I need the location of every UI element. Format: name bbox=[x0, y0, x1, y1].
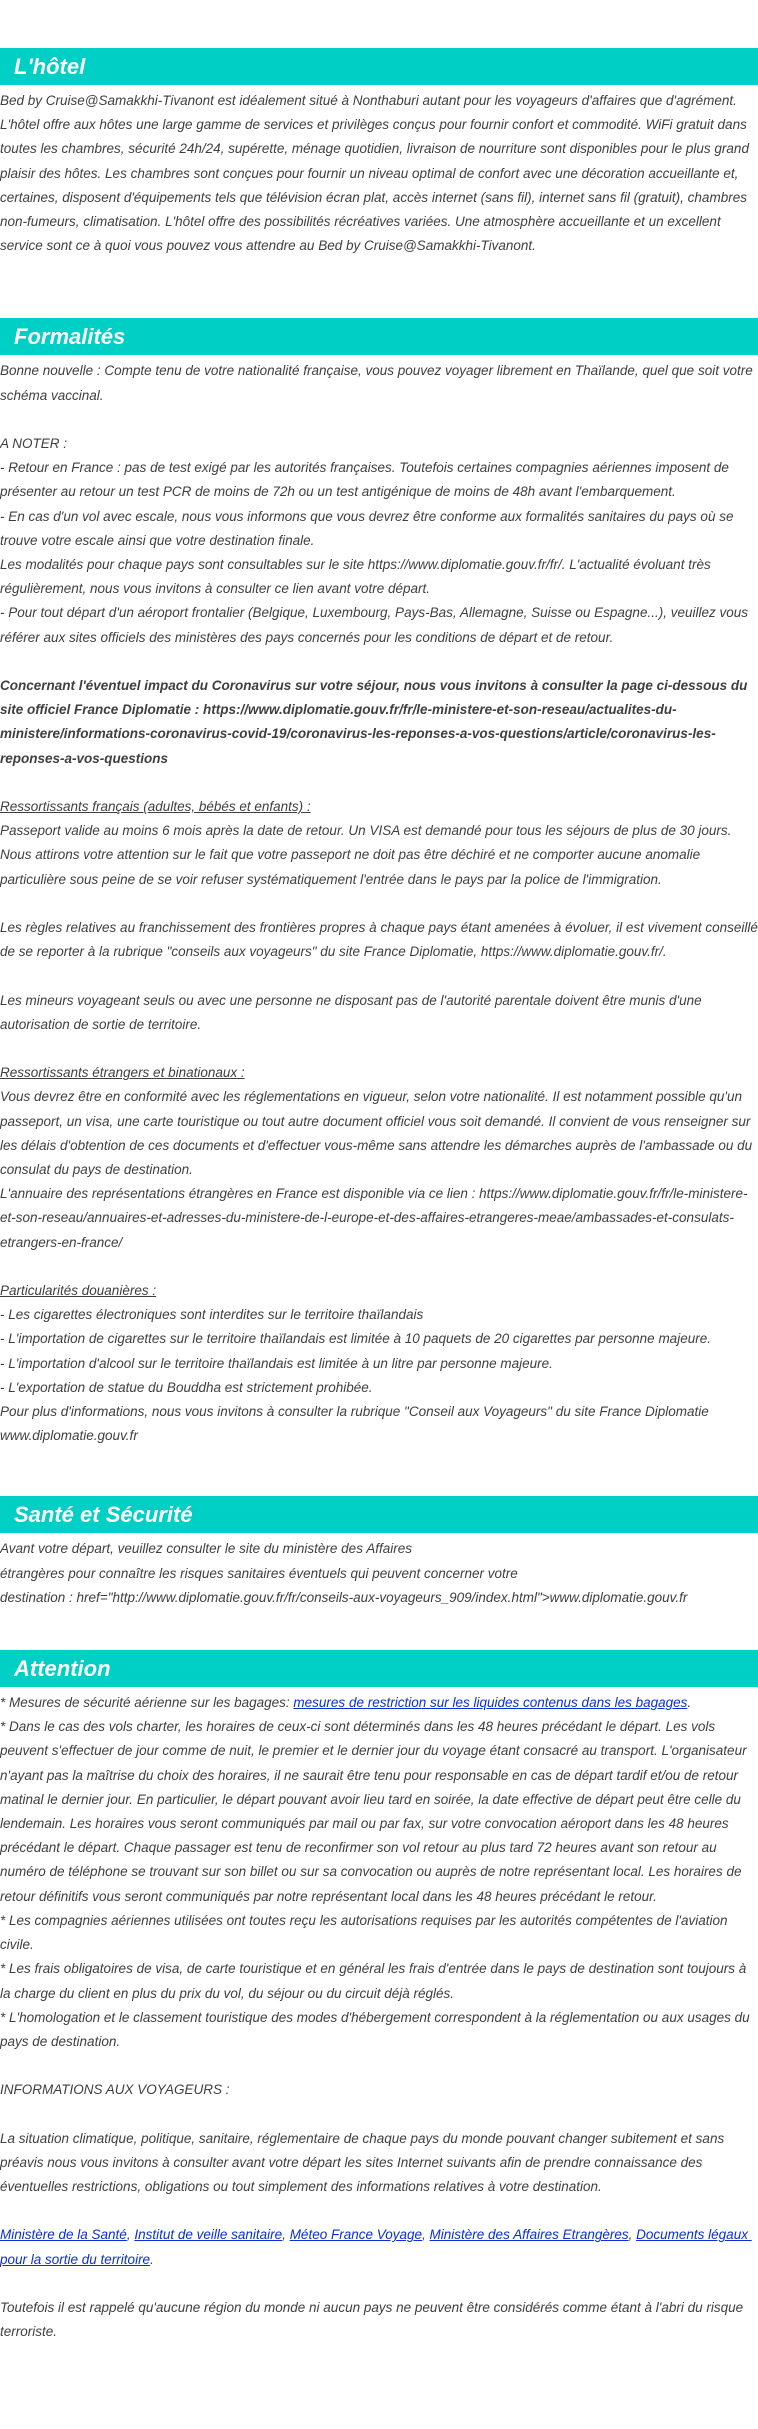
meteo-france-link[interactable]: Méteo France Voyage bbox=[289, 2227, 423, 2243]
sante-ministry-link[interactable]: Ministère de la Santé bbox=[0, 2227, 127, 2243]
formalites-heading: Formalités bbox=[0, 318, 758, 355]
regles-frontieres: Les règles relatives au franchissement des frontières propres à chaque pays étant amenées à évoluer, il est vivement conseillé de se reporter à la rubrique "conseils aux voyageurs" du site France Diplomatie, https://www.diplomatie.gouv.fr/. bbox=[0, 920, 758, 960]
compagnies-aeriennes: * Les compagnies aériennes utilisées ont toutes reçu les autorisations requises par les autorités compétentes de l'aviation civile. bbox=[0, 1912, 732, 1953]
homologation: * L'homologation et le classement touristique des modes d'hébergement correspondent à la réglementation ou aux usages du pays de destination. bbox=[0, 2009, 754, 2049]
sante-line: Avant votre départ, veuillez consulter le site du ministère des Affaires bbox=[0, 1541, 412, 1557]
douane-item: - L'importation d'alcool sur le territoire thaïlandais est limitée à un litre par personne majeure. bbox=[0, 1355, 553, 1371]
douane-more-info: Pour plus d'informations, nous vous invitons à consulter la rubrique "Conseil aux Voyageurs" du site France Diplomatie www.diplomatie.gouv.fr bbox=[0, 1404, 713, 1444]
douane-item: - L'importation de cigarettes sur le territoire thaïlandais est limitée à 10 paquets de 20 cigarettes par personne majeure. bbox=[0, 1331, 711, 1347]
attention-section bbox=[0, 1650, 758, 2344]
affaires-etrangeres-link[interactable]: Ministère des Affaires Etrangères bbox=[429, 2227, 629, 2243]
mineurs-notice: Les mineurs voyageant seuls ou avec une personne ne disposant pas de l'autorité parentale doivent être munis d'une autorisation de sortie de territoire. bbox=[0, 992, 706, 1032]
ressortissants-etrangers-heading: Ressortissants étrangers et binationaux : bbox=[0, 1065, 245, 1081]
note-retour-france: - Retour en France : pas de test exigé par les autorités françaises. Toutefois certaines compagnies aériennes imposent de présenter au retour un test PCR de moins de 72h ou un test antigénique de moins de 48h avant l'embarquement. bbox=[0, 460, 733, 500]
sante-section bbox=[0, 1496, 758, 1610]
vols-charter: * Dans le cas des vols charter, les horaires de ceux-ci sont déterminés dans les 48 heures précédant le départ. Les vols peuvent s'effectuer de jour comme de nuit, le premier et le dernier jour du voyage étant consacré au transport. L'organisateur n'ayant pas la maîtrise du choix des horaires, il ne saurait être tenu pour responsable en cas de départ tardif et/ou de retour matinal le dernier jour. En particulier, le départ pouvant avoir lieu tard en soirée, la date effective de départ peut être celle du lendemain. Les horaires vous seront communiqués par mail ou par fax, sur votre convocation aéroport dans les 48 heures précédant le départ. Chaque passager est tenu de reconfirmer son vol retour au plus tard 72 heures avant son retour au numéro de téléphone se trouvant sur son billet ou sur sa convocation ou auprès de notre représentant local. Les horaires de retour définitifs vous seront communiqués par notre représentant local dans les 48 heures précédant le retour. bbox=[0, 1719, 751, 1904]
official-links: Ministère de la Santé, Institut de veille sanitaire, Méteo France Voyage, Ministère des Affaires Etrangères, Documents légaux pour la sortie du territoire. bbox=[0, 2227, 752, 2267]
sante-heading: Santé et Sécurité bbox=[0, 1496, 758, 1533]
documents-legaux-link[interactable]: Documents légaux pour la sortie du territoire bbox=[0, 2227, 752, 2267]
formalites-intro: Bonne nouvelle : Compte tenu de votre nationalité française, vous pouvez voyager librement en Thaïlande, quel que soit votre schéma vaccinal. bbox=[0, 363, 757, 403]
covid-notice: Concernant l'éventuel impact du Coronavirus sur votre séjour, nous vous invitons à consulter la page ci-dessous du site officiel France Diplomatie : https://www.diplomatie.gouv.fr/fr/le-ministere-et-son-reseau/actualites-du-ministere/informations-coronavirus-covid-19/coronavirus-les-reponses-a-vos-questions/article/coronavirus-les-reponses-a-vos-questions bbox=[0, 678, 752, 766]
informations-voyageurs-heading: INFORMATIONS AUX VOYAGEURS : bbox=[0, 2082, 230, 2098]
attention-body bbox=[0, 1691, 758, 2344]
ressortissants-francais-heading: Ressortissants français (adultes, bébés et enfants) : bbox=[0, 799, 311, 815]
hotel-description: Bed by Cruise@Samakkhi-Tivanont est idéalement situé à Nonthaburi autant pour les voyageurs d'affaires que d'agrément. L'hôtel offre aux hôtes une large gamme de services et privilèges conçus pour fournir confort et commodité. WiFi gratuit dans toutes les chambres, sécurité 24h/24, supérette, ménage quotidien, livraison de nourriture sont disponibles pour le plus grand plaisir des hôtes. Les chambres sont conçues pour fournir un niveau optimal de confort avec une décoration accueillante et, certaines, disposent d'équipements tels que télévision écran plat, accès internet (sans fil), internet sans fil (gratuit), chambres non-fumeurs, climatisation. L'hôtel offre des possibilités récréatives variées. Une atmosphère accueillante et un excellent service sont ce à quoi vous pouvez vous attendre au Bed by Cruise@Samakkhi-Tivanont. bbox=[0, 93, 753, 254]
hotel-section bbox=[0, 48, 758, 258]
liquides-restriction-link[interactable]: mesures de restriction sur les liquides contenus dans les bagages bbox=[293, 1695, 688, 1711]
veille-sanitaire-link[interactable]: Institut de veille sanitaire bbox=[134, 2227, 283, 2243]
ressortissants-francais-text: Passeport valide au moins 6 mois après la date de retour. Un VISA est demandé pour tous les séjours de plus de 30 jours. Nous attirons votre attention sur le fait que votre passeport ne doit pas être déchiré et ne comporter aucune anomalie particulière sous peine de se voir refuser systématiquement l'entrée dans le pays par la police de l'immigration. bbox=[0, 823, 736, 887]
attention-heading: Attention bbox=[0, 1650, 758, 1687]
formalites-body bbox=[0, 359, 758, 1448]
hotel-heading: L'hôtel bbox=[0, 48, 758, 85]
sante-line: destination : href="http://www.diplomatie.gouv.fr/fr/conseils-aux-voyageurs_909/index.html">www.diplomatie.gouv.fr bbox=[0, 1589, 688, 1605]
sante-body bbox=[0, 1537, 758, 1610]
mesures-securite: * Mesures de sécurité aérienne sur les bagages: mesures de restriction sur les liquides contenus dans les bagages. bbox=[0, 1695, 692, 1711]
ressortissants-etrangers-text: Vous devrez être en conformité avec les réglementations en vigueur, selon votre nationalité. Il est notamment possible qu'un passeport, un visa, une carte touristique ou tout autre document officiel vous soit demandé. Il convient de vous renseigner sur les délais d'obtention de ces documents et d'effectuer vous-même sans attendre les démarches auprès de l'ambassade ou du consulat du pays de destination. bbox=[0, 1089, 756, 1178]
note-escale: - En cas d'un vol avec escale, nous vous informons que vous devrez être conforme aux formalités sanitaires du pays où se trouve votre escale ainsi que votre destination finale. bbox=[0, 508, 738, 548]
terrorisme-notice: Toutefois il est rappelé qu'aucune région du monde ni aucun pays ne peuvent être considérés comme étant à l'abri du risque terroriste. bbox=[0, 2300, 747, 2340]
sante-line: étrangères pour connaître les risques sanitaires éventuels qui peuvent concerner votre bbox=[0, 1565, 518, 1581]
douane-item: - Les cigarettes électroniques sont interdites sur le territoire thaïlandais bbox=[0, 1307, 424, 1323]
frais-obligatoires: * Les frais obligatoires de visa, de carte touristique et en général les frais d'entrée dans le pays de destination sont toujours à la charge du client en plus du prix du vol, du séjour ou du circuit déjà réglés. bbox=[0, 1961, 751, 2001]
note-modalites: Les modalités pour chaque pays sont consultables sur le site https://www.diplomatie.gouv.fr/fr/. L'actualité évoluant très régulièrement, nous vous invitons à consulter ce lien avant votre départ. bbox=[0, 557, 715, 597]
a-noter-label: A NOTER : bbox=[0, 436, 68, 452]
note-aeroport-frontalier: - Pour tout départ d'un aéroport frontalier (Belgique, Luxembourg, Pays-Bas, Allemagne, Suisse ou Espagne...), veuillez vous référer aux sites officiels des ministères des pays concernés pour les conditions de départ et de retour. bbox=[0, 605, 752, 645]
douane-heading: Particularités douanières : bbox=[0, 1283, 157, 1299]
formalites-section bbox=[0, 318, 758, 1448]
hotel-body bbox=[0, 89, 758, 258]
situation-notice: La situation climatique, politique, sanitaire, réglementaire de chaque pays du monde pouvant changer subitement et sans préavis nous vous invitons à consulter avant votre départ les sites Internet suivants afin de prendre connaissance des éventuelles restrictions, obligations ou tout simplement des informations relatives à votre destination. bbox=[0, 2130, 728, 2195]
annuaire-representations: L'annuaire des représentations étrangères en France est disponible via ce lien : https://www.diplomatie.gouv.fr/fr/le-ministere-et-son-reseau/annuaires-et-adresses-du-ministere-de-l-europe-et-des-affaires-etrangeres-meae/ambassades-et-consulats-etrangers-en-france/ bbox=[0, 1186, 748, 1250]
douane-item: - L'exportation de statue du Bouddha est strictement prohibée. bbox=[0, 1379, 373, 1395]
